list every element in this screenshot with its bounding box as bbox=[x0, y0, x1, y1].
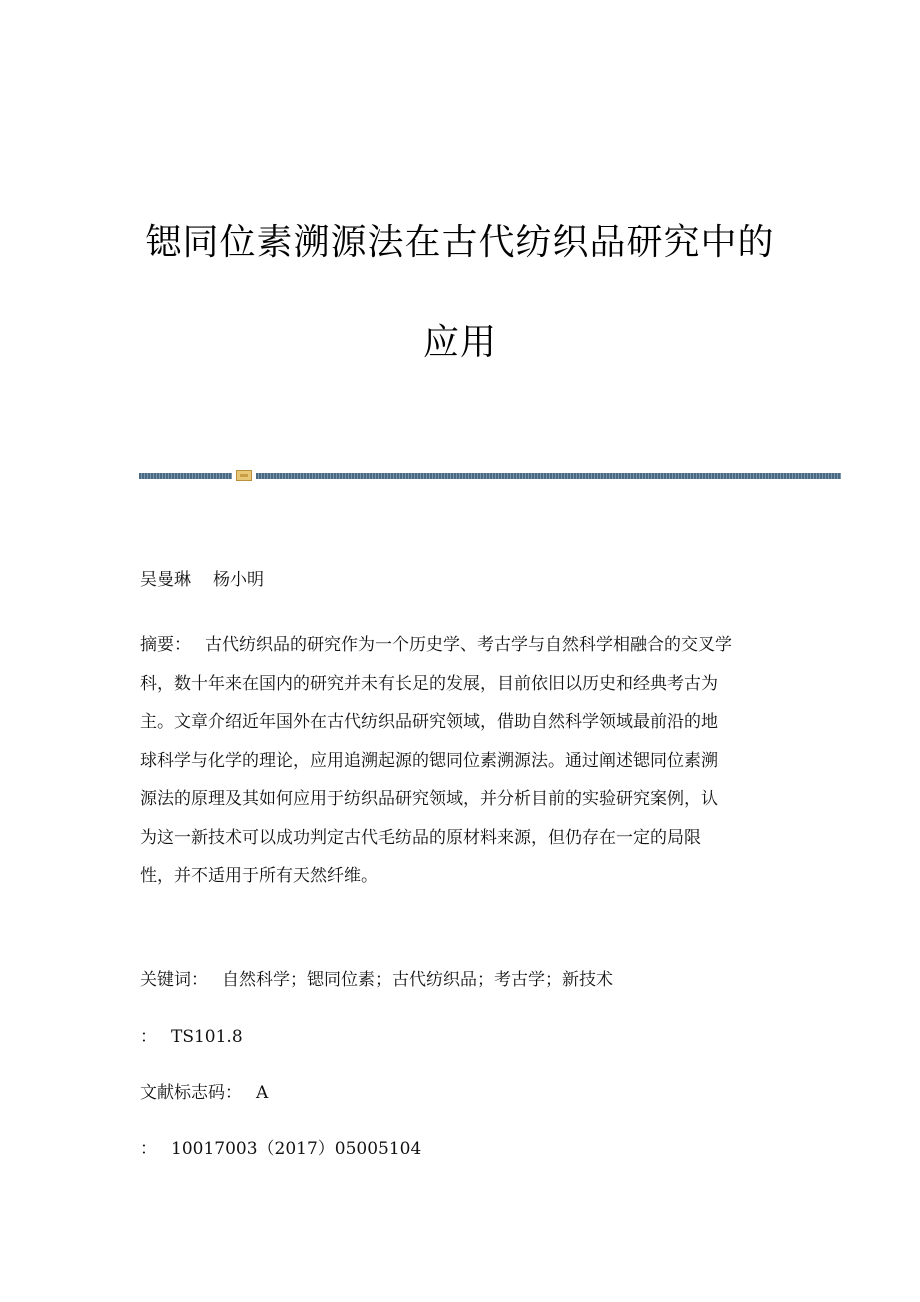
article-number-value: 10017003（2017）05005104 bbox=[171, 1139, 422, 1159]
author-1: 吴曼琳 bbox=[140, 570, 191, 590]
article-number-label: ： bbox=[140, 1139, 157, 1159]
document-code bbox=[140, 1083, 268, 1103]
document-code-label: 文献标志码： bbox=[140, 1083, 242, 1103]
abstract-line-2: 科，数十年来在国内的研究并未有长足的发展，目前依旧以历史和经典考古为 bbox=[140, 673, 718, 694]
classification-number bbox=[140, 1027, 243, 1047]
classification-label: ： bbox=[140, 1027, 157, 1047]
classification-value: TS101.8 bbox=[171, 1027, 243, 1047]
title-divider bbox=[139, 470, 841, 480]
keywords-value: 自然科学；锶同位素；古代纺织品；考古学；新技术 bbox=[222, 970, 613, 990]
document-code-value: A bbox=[256, 1083, 269, 1103]
article-number bbox=[140, 1139, 421, 1159]
authors bbox=[140, 570, 264, 590]
abstract-line-4: 球科学与化学的理论，应用追溯起源的锶同位素溯源法。通过阐述锶同位素溯 bbox=[140, 750, 718, 771]
abstract-line-3: 主。文章介绍近年国外在古代纺织品研究领域，借助自然科学领域最前沿的地 bbox=[140, 712, 718, 732]
abstract-line-7: 性，并不适用于所有天然纤维。 bbox=[140, 866, 378, 886]
title-line-2: 应用 bbox=[422, 322, 497, 363]
abstract bbox=[140, 626, 780, 896]
abstract-line-5: 源法的原理及其如何应用于纺织品研究领域，并分析目前的实验研究案例，认 bbox=[140, 789, 718, 809]
divider-bar-left bbox=[139, 473, 232, 479]
title-line-1: 锶同位素溯源法在古代纺织品研究中的 bbox=[145, 222, 775, 263]
abstract-line-1: 摘要： 古代纺织品的研究作为一个历史学、考古学与自然科学相融合的交叉学 bbox=[140, 635, 732, 655]
author-2: 杨小明 bbox=[213, 570, 264, 590]
divider-bar-right bbox=[256, 473, 841, 479]
abstract-line-6: 为这一新技术可以成功判定古代毛纺品的原材料来源，但仍存在一定的局限 bbox=[140, 827, 701, 848]
keywords-label: 关键词： bbox=[140, 970, 208, 990]
divider-ornament-icon bbox=[236, 470, 252, 481]
keywords bbox=[140, 970, 613, 990]
abstract-label: 摘要： bbox=[140, 635, 191, 655]
